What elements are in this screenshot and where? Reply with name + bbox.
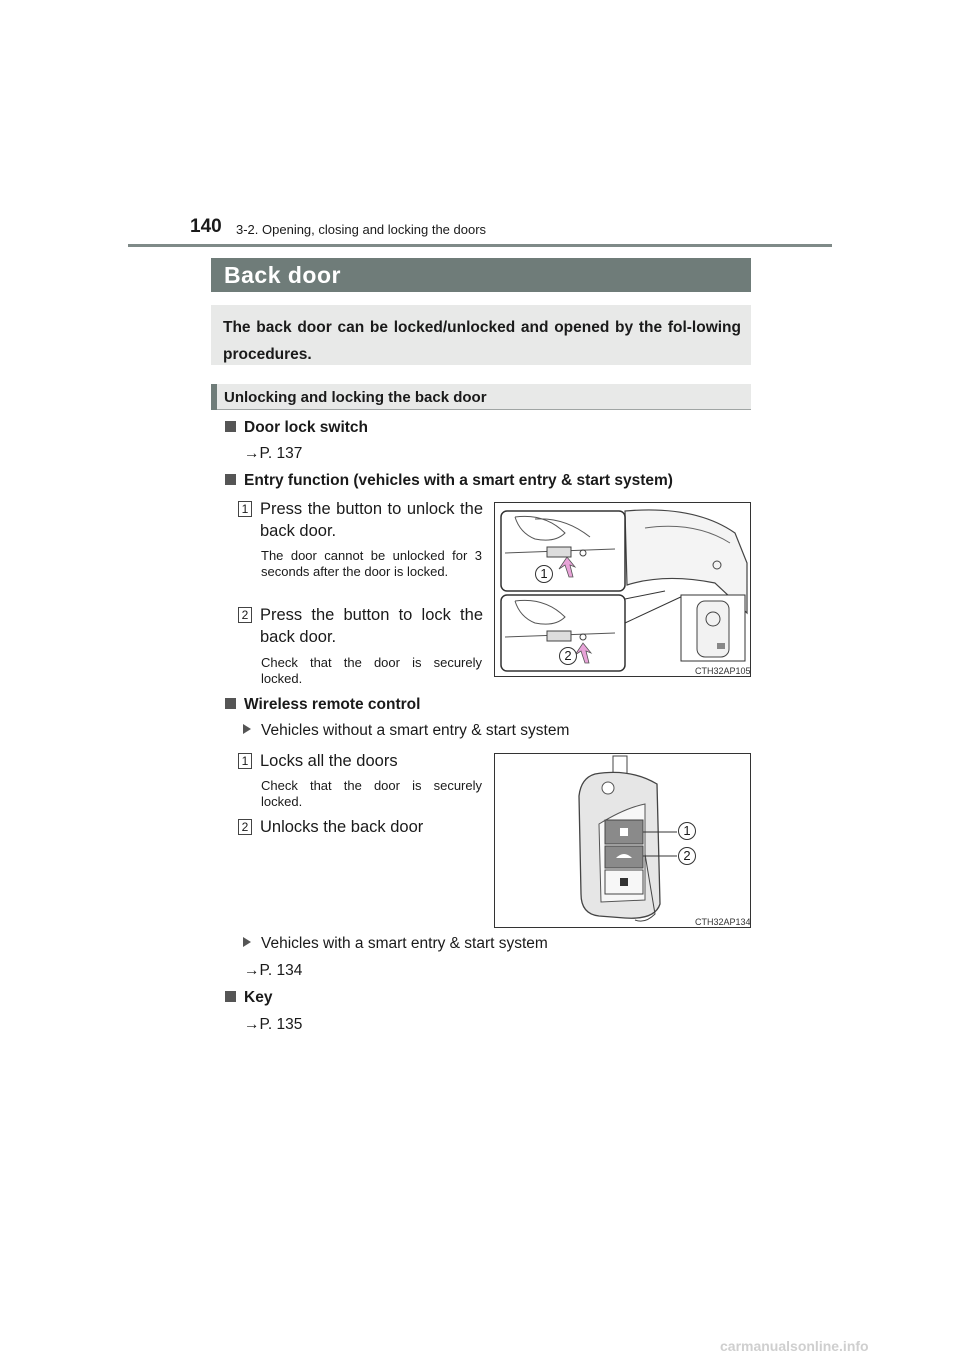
door-lock-switch-ref: →P. 137 [244, 445, 303, 462]
figure-caption: CTH32AP105 [695, 666, 751, 676]
entry-function-label: Entry function (vehicles with a smart entry & start system) [244, 472, 673, 489]
key-ref: →P. 135 [244, 1016, 303, 1033]
square-bullet-icon [225, 421, 236, 432]
key-heading [225, 989, 272, 1007]
remote-step-1-note: Check that the door is securely locked. [261, 778, 482, 809]
square-bullet-icon [225, 474, 236, 485]
figure-caption: CTH32AP134 [695, 917, 751, 927]
remote-step-1: Locks all the doors [260, 752, 398, 770]
watermark: carmanualsonline.info [720, 1338, 869, 1354]
without-smart-label: Vehicles without a smart entry & start system [261, 722, 570, 739]
back-door-illustration [495, 503, 750, 676]
figure-wireless-key [494, 753, 751, 928]
callout-1: 1 [678, 822, 696, 840]
key-label: Key [244, 989, 273, 1006]
wireless-remote-heading [225, 696, 420, 714]
header-rule [128, 244, 832, 247]
chapter-title: 3-2. Opening, closing and locking the doors [236, 222, 487, 237]
section-title: Back door [224, 262, 341, 288]
wireless-remote-label: Wireless remote control [244, 696, 421, 713]
step-number-2: 2 [238, 607, 252, 623]
entry-function-heading [225, 472, 673, 490]
with-smart-ref: →P. 134 [244, 962, 303, 979]
wireless-key-illustration [495, 754, 750, 927]
triangle-bullet-icon [243, 724, 251, 734]
entry-step-2: Press the button to lock the back door. [260, 606, 483, 646]
without-smart-line [243, 722, 569, 740]
figure-back-door-button [494, 502, 751, 677]
step-number-1: 1 [238, 753, 252, 769]
step-number-1: 1 [238, 501, 252, 517]
square-bullet-icon [225, 698, 236, 709]
triangle-bullet-icon [243, 937, 251, 947]
step-number-2: 2 [238, 819, 252, 835]
door-lock-switch-heading [225, 419, 368, 437]
door-lock-switch-label: Door lock switch [244, 419, 369, 436]
with-smart-line [243, 935, 548, 953]
entry-step-2-note: Check that the door is securely locked. [261, 655, 482, 686]
square-bullet-icon [225, 991, 236, 1002]
callout-2: 2 [678, 847, 696, 865]
remote-step-2: Unlocks the back door [260, 818, 424, 836]
callout-2: 2 [559, 647, 577, 665]
page-number: 140 [190, 216, 222, 237]
entry-step-1: Press the button to unlock the back door. [260, 500, 483, 540]
with-smart-label: Vehicles with a smart entry & start system [261, 935, 548, 952]
callout-1: 1 [535, 565, 553, 583]
entry-step-1-note: The door cannot be unlocked for 3 seconds after the door is locked. [261, 548, 482, 579]
subsection-accent [211, 384, 217, 410]
subsection-title: Unlocking and locking the back door [224, 389, 487, 406]
intro-text: The back door can be locked/unlocked and opened by the fol-lowing procedures. [223, 319, 741, 363]
